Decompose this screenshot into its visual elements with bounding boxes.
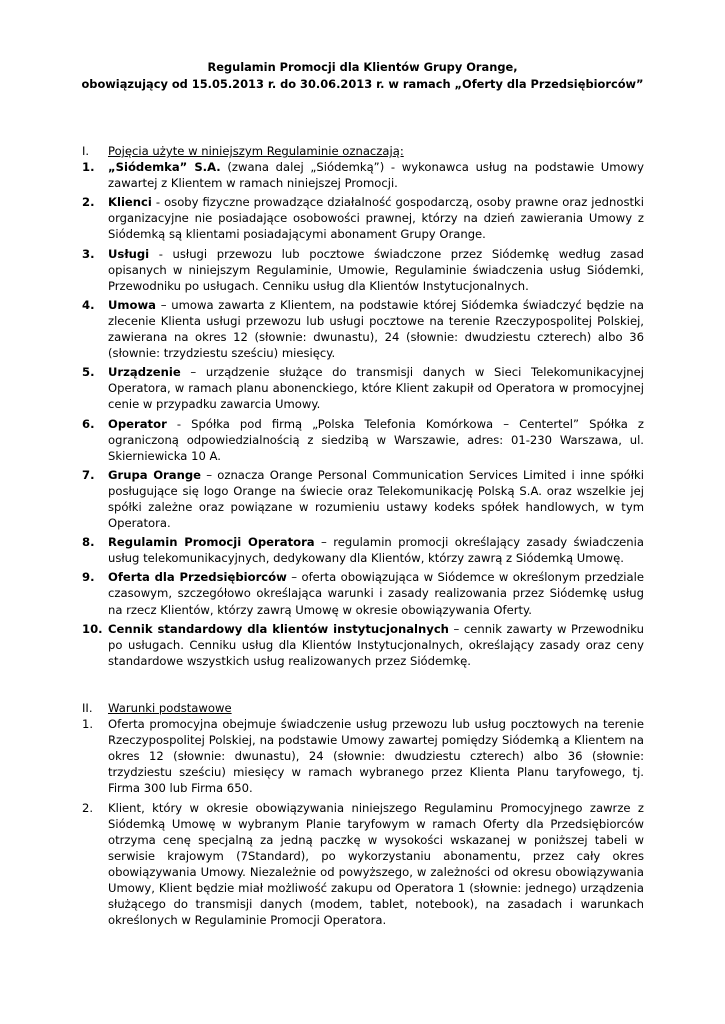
item-number: 6.: [82, 416, 95, 431]
section-title: Pojęcia użyte w niniejszym Regulaminie oznaczają:: [108, 144, 404, 158]
list-item: [82, 800, 644, 929]
list-item: [82, 364, 644, 412]
title-line-2: obowiązujący od 15.05.2013 r. do 30.06.2013 r. w ramach „Oferty dla Przedsiębiorców”: [81, 77, 644, 91]
item-text: Oferta promocyjna obejmuje świadczenie usług przewozu lub usług pocztowych na terenie Rzeczypospolitej Polskiej, na podstawie Umowy zawartej pomiędzy Siódemką a Klientem na okres 12 (słownie: dwunastu), 24 (słownie: dwudziestu czterech) albo 36 (słownie: trzydziestu sześciu) miesięcy w ramach wybranego przez Klienta Planu taryfowego, tj. Firma 300 lub Firma 650.: [108, 717, 644, 796]
defined-term: Operator: [108, 416, 167, 431]
item-text: [108, 194, 644, 242]
list-item: [82, 569, 644, 617]
term-definition: (zwana dalej „Siódemką”) - wykonawca usług na podstawie Umowy zawartej z Klientem w ramach niniejszej Promocji.: [108, 160, 644, 191]
term-definition: – urządzenie służące do transmisji danych w Sieci Telekomunikacyjnej Operatora, w ramach planu abonenckiego, które Klient zakupił od Operatora w promocyjnej cenie w przypadku zawarcia Umowy.: [108, 365, 644, 412]
item-text: [108, 297, 644, 361]
conditions-list: [82, 716, 644, 928]
item-text: [108, 467, 644, 531]
item-number: 7.: [82, 467, 95, 482]
list-item: [82, 194, 644, 242]
term-definition: – regulamin promocji określający zasady świadczenia usług telekomunikacyjnych, dedykowany dla Klientów, którzy zawrą z Siódemką Umowę.: [108, 535, 644, 566]
section-definitions: [82, 143, 644, 672]
list-item: [82, 467, 644, 531]
section-number: I.: [82, 144, 90, 158]
defined-term: Regulamin Promocji Operatora: [108, 535, 315, 550]
item-text: [108, 569, 644, 617]
term-definition: – cennik zawarty w Przewodniku po usługach. Cenniku usług dla Klientów Instytucjonalnych, określający zasady oraz ceny standardowe wszystkich usług realizowanych przez Siódemkę.: [108, 621, 645, 668]
list-item: [82, 621, 644, 669]
term-definition: – umowa zawarta z Klientem, na podstawie której Siódemka świadczyć będzie na zlecenie Klienta usługi przewozu lub usługi pocztowe na terenie Rzeczypospolitej Polskiej, zawierana na okres 12 (słownie: dwunastu), 24 (słownie: dwudziestu czterech) albo 36 (słownie: trzydziestu sześciu) miesięcy.: [108, 297, 644, 361]
item-text: [108, 621, 644, 669]
item-number: 1.: [82, 717, 94, 732]
term-definition: – oferta obowiązująca w Siódemce w określonym przedziale czasowym, szczegółowo określająca warunki i zasady realizowania przez Siódemkę usług na rzecz Klientów, którzy zawrą Umowę w okresie obowiązywania Oferty.: [108, 570, 644, 617]
list-item: [82, 246, 644, 294]
list-item: [82, 716, 644, 796]
item-number: 10.: [82, 621, 103, 636]
item-number: 2.: [82, 195, 95, 210]
defined-term: Grupa Orange: [108, 467, 202, 482]
section-basic-conditions: [82, 700, 644, 931]
item-number: 2.: [82, 800, 94, 815]
document-title: [0, 59, 725, 93]
item-text: [108, 159, 644, 191]
list-item: [82, 416, 644, 464]
item-text: Klient, który w okresie obowiązywania niniejszego Regulaminu Promocyjnego zawrze z Siódemką Umowę w wybranym Planie taryfowym w ramach Oferty dla Przedsiębiorców otrzyma cenę specjalną za jedną paczkę w wysokości wskazanej w poniższej tabeli w serwisie krajowym (7Standard), po wykorzystaniu abonamentu, przez cały okres obowiązywania Umowy. Niezależnie od powyższego, w zależności od okresu obowiązywania Umowy, Klient będzie miał możliwość zakupu od Operatora 1 (słownie: jednego) urządzenia służącego do transmisji danych (modem, tablet, notebook), na zasadach i warunkach określonych w Regulaminie Promocji Operatora.: [108, 800, 644, 928]
item-number: 4.: [82, 297, 95, 312]
item-text: [108, 416, 644, 464]
item-text: [108, 364, 644, 412]
item-number: 3.: [82, 246, 95, 261]
term-definition: – oznacza Orange Personal Communication Services Limited i inne spółki posługujące się logo Orange na świecie oraz Telekomunikację Polską S.A. oraz wszelkie jej spółki zależne oraz powiązane w rozumieniu ustawy kodeks spółek handlowych, w tym Operatora.: [108, 467, 644, 531]
item-text: [108, 246, 644, 294]
defined-term: Urządzenie: [108, 365, 181, 380]
term-definition: - Spółka pod firmą „Polska Telefonia Komórkowa – Centertel” Spółka z ograniczoną odpowiedzialnością z siedzibą w Warszawie, adres: 01-230 Warszawa, ul. Skierniewicka 10 A.: [108, 416, 644, 463]
section-title: Warunki podstawowe: [108, 701, 232, 715]
list-item: [82, 297, 644, 361]
definitions-list: [82, 159, 644, 669]
defined-term: Oferta dla Przedsiębiorców: [108, 570, 287, 585]
section-heading: [82, 143, 644, 159]
defined-term: Klienci: [108, 195, 152, 210]
defined-term: „Siódemka” S.A.: [108, 160, 221, 175]
list-item: [82, 534, 644, 566]
defined-term: Umowa: [108, 297, 156, 312]
item-number: 8.: [82, 535, 95, 550]
list-item: [82, 159, 644, 191]
title-line-1: Regulamin Promocji dla Klientów Grupy Orange,: [207, 60, 518, 74]
term-definition: - usługi przewozu lub pocztowe świadczone przez Siódemkę według zasad opisanych w niniejszym Regulaminie, Umowie, Regulaminie świadczenia usług Siódemki, Przewodniku po usługach. Cenniku usług dla Klientów Instytucjonalnych.: [108, 246, 644, 293]
item-text: [108, 534, 644, 566]
item-number: 9.: [82, 570, 95, 585]
defined-term: Cennik standardowy dla klientów instytucjonalnych: [108, 621, 449, 636]
item-number: 1.: [82, 160, 95, 175]
section-heading: [82, 700, 644, 716]
section-number: II.: [82, 701, 93, 715]
defined-term: Usługi: [108, 246, 150, 261]
item-number: 5.: [82, 365, 95, 380]
term-definition: - osoby fizyczne prowadzące działalność gospodarczą, osoby prawne oraz jednostki organizacyjne nie posiadające osobowości prawnej, którzy na dzień zawierania Umowy z Siódemką są klientami posiadającymi abonament Grupy Orange.: [108, 195, 644, 242]
